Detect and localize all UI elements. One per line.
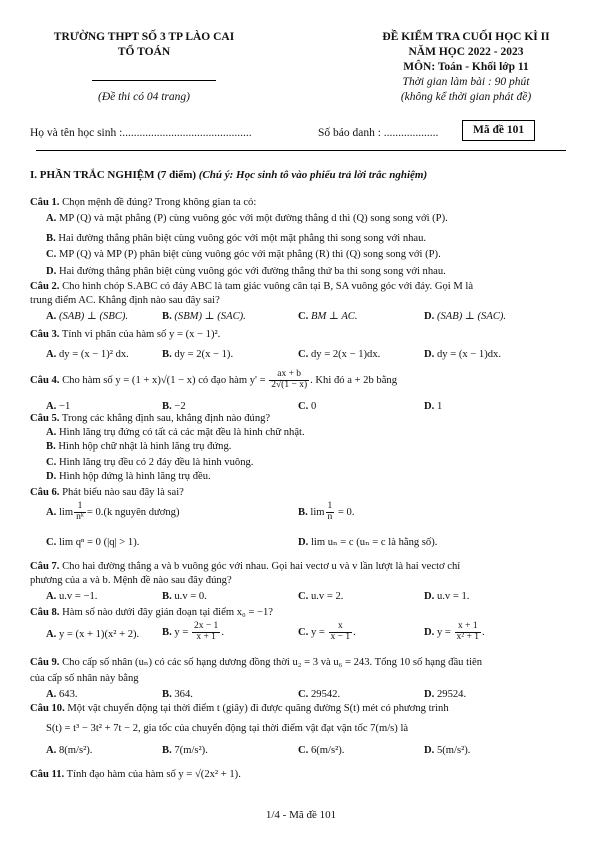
student-id-field: Số báo danh : ................... [318,127,439,139]
q3-option-d[interactable]: D. dy = (x − 1)dx. [424,349,501,360]
exam-time: Thời gian làm bài : 90 phút [402,76,530,88]
q5-option-d[interactable]: D. Hình hộp đứng là hình lăng trụ đều. [46,471,211,482]
school-name: TRƯỜNG THPT SỐ 3 TP LÀO CAI [53,31,235,43]
q1-option-a[interactable]: A. MP (Q) và mặt phẳng (P) cùng vuông góc với một đường thẳng d thì (Q) song song với (P). [46,213,448,224]
q8-option-c[interactable]: C. y = $\frac{x}{x - 1}$ . [298,621,356,642]
q1-option-b[interactable]: B. Hai đường thẳng phân biệt cùng vuông góc với một mặt phẳng thì song song với nhau. [46,233,427,244]
q7-stem: Câu 7. Cho hai đường thẳng a và b vuông góc với nhau. Gọi hai vectơ u và v lần lượt là hai vectơ chỉ [30,561,461,572]
q6-option-a[interactable]: A. lim $\frac{1}{\text{nᵏ}}$ = 0.(k nguyên dương) [46,501,180,522]
q9-stem: Câu 9. Cho cấp số nhân (uₙ) có các số hạng dương đồng thời u₂ = 3 và u₆ = 243. Tổng 10 số hạng đầu tiên [30,657,483,668]
q7-stem-cont: phương của a và b. Mệnh đề nào sau đây đúng? [30,575,232,586]
q10-option-b[interactable]: B. 7(m/s²). [162,745,208,756]
q7-option-b[interactable]: B. u.v = 0. [162,591,207,602]
q9-option-d[interactable]: D. 29524. [424,689,467,700]
q7-option-a[interactable]: A. u.v = −1. [46,591,98,602]
q5-option-c[interactable]: C. Hình lăng trụ đều có 2 đáy đều là hình vuông. [46,457,254,468]
school-year: NĂM HỌC 2022 - 2023 [408,46,524,58]
student-name-field: Họ và tên học sinh :............................................. [30,127,252,139]
q5-option-a[interactable]: A. Hình lăng trụ đứng có tất cả các mặt đều là hình chữ nhật. [46,427,305,438]
q2-option-b[interactable]: B. (SBM) ⊥ (SAC). [162,311,246,322]
q9-stem-cont: của cấp số nhân này bằng [30,673,139,684]
section-heading [30,168,427,182]
q2-option-d[interactable]: D. (SAB) ⊥ (SAC). [424,311,507,322]
q1-option-c[interactable]: C. MP (Q) và MP (P) phân biệt cùng vuông góc với mặt phẳng (R) thì (Q) song song với (P). [46,249,441,260]
q10-option-a[interactable]: A. 8(m/s²). [46,745,93,756]
q3-option-b[interactable]: B. dy = 2(x − 1). [162,349,234,360]
q1-stem: Câu 1. Chọn mệnh đề đúng? Trong không gian ta có: [30,197,257,208]
page-footer: 1/4 - Mã đề 101 [265,809,337,821]
q8-stem: Câu 8. Hàm số nào dưới đây gián đoạn tại điểm x₀ = −1? [30,607,273,618]
q1-option-d[interactable]: D. Hai đường thẳng phân biệt cùng vuông góc với đường thẳng thứ ba thì song song với nhau. [46,266,446,277]
q10-option-c[interactable]: C. 6(m/s²). [298,745,345,756]
q4-option-c[interactable]: C. 0 [298,401,317,412]
q11-stem: Câu 11. Tính đạo hàm của hàm số y = √(2x² + 1). [30,769,241,780]
q8-option-a[interactable]: A. y = (x + 1)(x² + 2). [46,629,140,640]
subject: MÔN: Toán - Khối lớp 11 [403,61,529,73]
header-underline [92,80,216,81]
time-note: (không kể thời gian phát đề) [400,91,532,103]
q10-option-d[interactable]: D. 5(m/s²). [424,745,471,756]
q6-option-b[interactable]: B. lim $\frac{1}{n}$ = 0. [298,501,355,522]
q2-stem: Câu 2. Cho hình chóp S.ABC có đáy ABC là tam giác vuông cân tại B, SA vuông góc với đáy. Gọi M là [30,281,474,292]
section-note: (Chú ý: Học sinh tô vào phiếu trả lời trắc nghiệm) [198,169,428,181]
q2-stem-cont: trung điểm AC. Khẳng định nào sau đây sai? [30,295,220,306]
q4-option-b[interactable]: B. −2 [162,401,186,412]
q5-stem: Câu 5. Trong các khẳng định sau, khẳng định nào đúng? [30,413,271,424]
exam-code-badge: Mã đề 101 [462,120,535,141]
q4-derivative-fraction: $\frac{ax + b}{2√(1 - x)}$ [271,369,308,390]
pages-note: (Đề thi có 04 trang) [98,91,190,103]
q9-option-a[interactable]: A. 643. [46,689,78,700]
q6-stem: Câu 6. Phát biểu nào sau đây là sai? [30,487,184,498]
q3-stem: Câu 3. Tính vi phân của hàm số y = (x − 1)². [30,329,221,340]
q7-option-c[interactable]: C. u.v = 2. [298,591,344,602]
exam-title: ĐỀ KIỂM TRA CUỐI HỌC KÌ II [382,31,550,43]
q2-option-c[interactable]: C. BM ⊥ AC. [298,311,358,322]
q9-option-b[interactable]: B. 364. [162,689,193,700]
q9-option-c[interactable]: C. 29542. [298,689,341,700]
q7-option-d[interactable]: D. u.v = 1. [424,591,470,602]
q4-option-a[interactable]: A. −1 [46,401,71,412]
q6-option-d[interactable]: D. lim uₙ = c (uₙ = c là hằng số). [298,537,438,548]
q6-option-c[interactable]: C. lim qⁿ = 0 (|q| > 1). [46,537,140,548]
header-divider [36,150,566,151]
q3-option-a[interactable]: A. dy = (x − 1)² dx. [46,349,129,360]
q10-stem: Câu 10. Một vật chuyển động tại thời điểm t (giây) đi được quãng đường S(t) mét có phương trình [30,703,449,714]
q8-option-b[interactable]: B. y = $\frac{2x - 1}{x + 1}$ . [162,621,224,642]
q10-stem-cont: S(t) = t³ − 3t² + 7t − 2, gia tốc của chuyển động tại thời điểm vật đạt vận tốc 7(m/s) là [46,723,409,734]
q4-option-d[interactable]: D. 1 [424,401,443,412]
q2-option-a[interactable]: A. (SAB) ⊥ (SBC). [46,311,129,322]
q3-option-c[interactable]: C. dy = 2(x − 1)dx. [298,349,381,360]
q5-option-b[interactable]: B. Hình hộp chữ nhật là hình lăng trụ đứng. [46,441,232,452]
q4-stem: Câu 4. Cho hàm số y = (1 + x)√(1 − x) có đạo hàm y' = $\frac{ax + b}{2√(1 - x)}$ . Khi đó a + 2b bằng [30,369,397,390]
section-title: I. PHẦN TRẮC NGHIỆM (7 điểm) [30,169,197,181]
q8-option-d[interactable]: D. y = $\frac{x + 1}{\text{x² + 1}}$ . [424,621,485,642]
group-name: TỔ TOÁN [117,46,171,58]
